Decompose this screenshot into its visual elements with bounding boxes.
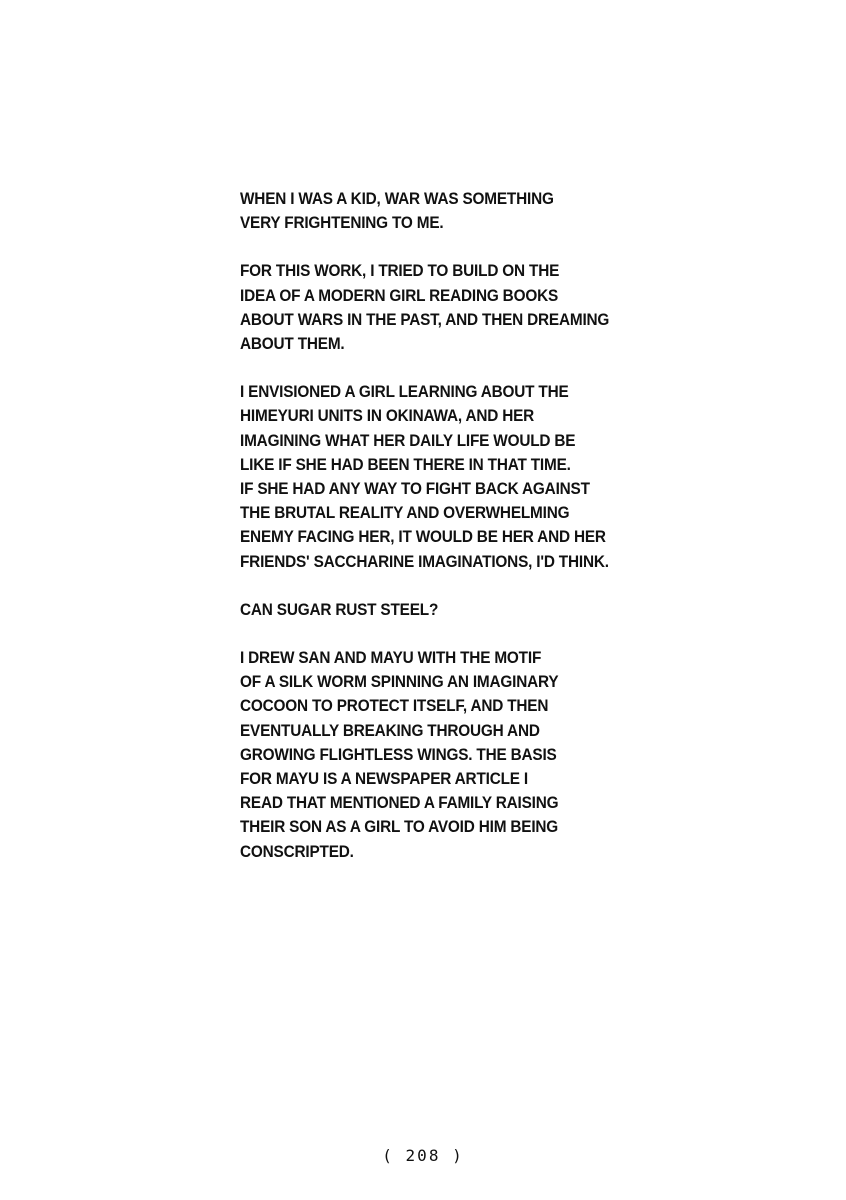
text-line: HIMEYURI UNITS IN OKINAWA, AND HER bbox=[240, 407, 535, 426]
text-line: THE BRUTAL REALITY AND OVERWHELMING bbox=[240, 504, 570, 523]
afterword-text bbox=[240, 187, 640, 888]
text-line: ABOUT WARS IN THE PAST, AND THEN DREAMING bbox=[240, 310, 610, 329]
paragraph-1 bbox=[240, 187, 640, 235]
text-line: OF A SILK WORM SPINNING AN IMAGINARY bbox=[240, 673, 559, 692]
text-line: ABOUT THEM. bbox=[240, 335, 345, 354]
text-line: CONSCRIPTED. bbox=[240, 842, 354, 861]
text-line: THEIR SON AS A GIRL TO AVOID HIM BEING bbox=[240, 818, 559, 837]
text-line: IF SHE HAD ANY WAY TO FIGHT BACK AGAINST bbox=[240, 480, 590, 499]
text-line: FOR MAYU IS A NEWSPAPER ARTICLE I bbox=[240, 770, 528, 789]
text-line: WHEN I WAS A KID, WAR WAS SOMETHING bbox=[240, 190, 554, 208]
text-line: ENEMY FACING HER, IT WOULD BE HER AND HER bbox=[240, 528, 606, 547]
paragraph-2 bbox=[240, 259, 640, 356]
text-line: FRIENDS' SACCHARINE IMAGINATIONS, I'D THINK. bbox=[240, 552, 609, 571]
paragraph-3 bbox=[240, 380, 640, 574]
text-line: CAN SUGAR RUST STEEL? bbox=[240, 600, 439, 619]
text-line: COCOON TO PROTECT ITSELF, AND THEN bbox=[240, 697, 549, 716]
text-line: FOR THIS WORK, I TRIED TO BUILD ON THE bbox=[240, 262, 560, 281]
paragraph-5 bbox=[240, 646, 640, 864]
text-line: READ THAT MENTIONED A FAMILY RAISING bbox=[240, 794, 559, 813]
paragraph-4 bbox=[240, 598, 640, 622]
text-line: VERY FRIGHTENING TO ME. bbox=[240, 214, 444, 233]
text-line: I DREW SAN AND MAYU WITH THE MOTIF bbox=[240, 649, 542, 668]
text-line: LIKE IF SHE HAD BEEN THERE IN THAT TIME. bbox=[240, 455, 571, 474]
text-line: I ENVISIONED A GIRL LEARNING ABOUT THE bbox=[240, 383, 569, 402]
text-line: GROWING FLIGHTLESS WINGS. THE BASIS bbox=[240, 745, 557, 764]
page-number: ( 208 ) bbox=[382, 1146, 464, 1165]
text-line: IMAGINING WHAT HER DAILY LIFE WOULD BE bbox=[240, 431, 576, 450]
text-line: IDEA OF A MODERN GIRL READING BOOKS bbox=[240, 286, 559, 305]
text-line: EVENTUALLY BREAKING THROUGH AND bbox=[240, 721, 540, 740]
